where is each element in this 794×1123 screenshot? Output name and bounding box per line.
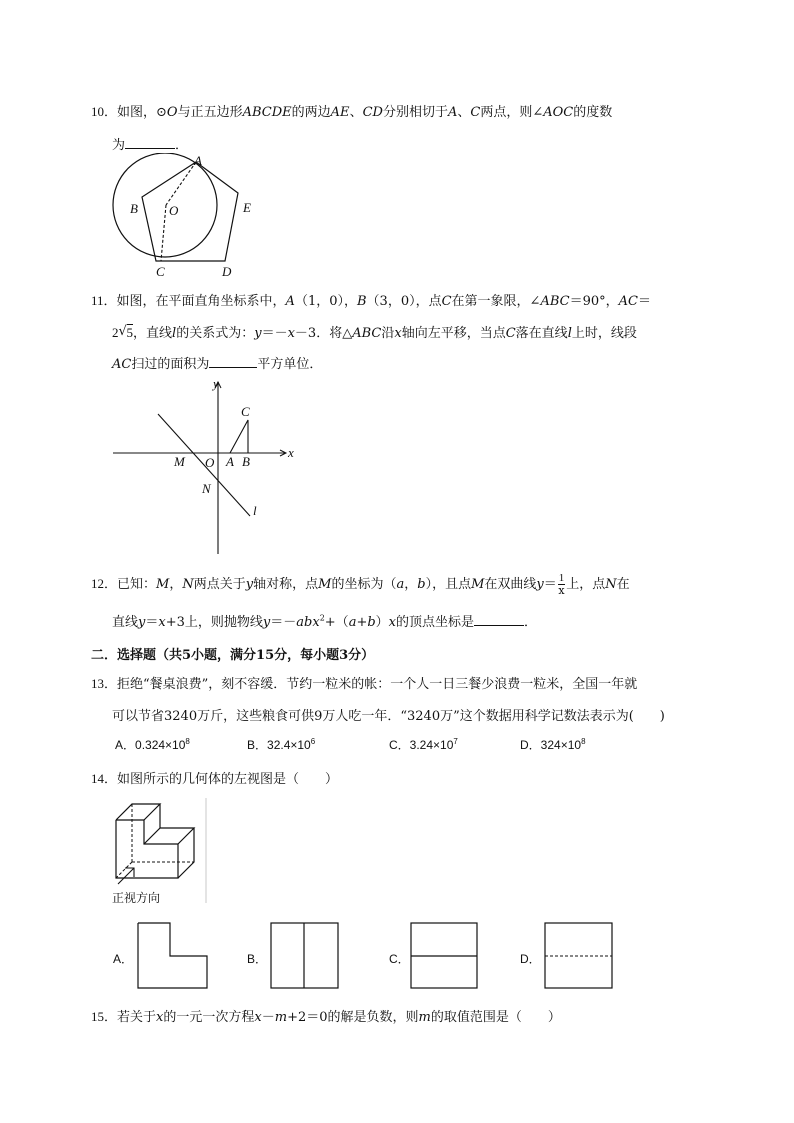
q15-line1: 15．若关于x的一元一次方程x－m+2＝0的解是负数，则m的取值范围是（ ） [91,1009,561,1025]
q11-figure [108,374,308,556]
answer-blank [125,138,175,149]
q14-option-d-figure[interactable] [544,922,614,990]
label-d: D [222,264,232,279]
label-c: C [156,264,165,279]
view-direction-caption: 正视方向 [112,891,161,905]
segment-oa [166,162,196,205]
q10-figure [108,153,278,281]
q14-line1: 14．如图所示的几何体的左视图是（ ） [91,771,339,787]
q14-option-b-figure[interactable] [270,922,340,990]
triangle-abc [230,420,248,453]
q11-line3: AC扫过的面积为 平方单位． [112,357,323,372]
q13-option-a[interactable]: A．$0.324\times 10^8$ [115,737,190,752]
label-o: O [169,203,179,218]
q12-line2: 直线y＝x+3上，则抛物线y＝－abx$^2$+（a+b）x的顶点坐标是 ． [112,613,538,630]
q11-line2: 2 √ 5，直线l的关系式为：y＝－x－3．将△ABC沿x轴向左平移，当点C落在直线l上时，线段 [112,324,637,341]
answer-blank [474,615,524,626]
label-y: y [213,376,219,391]
label-x: x [288,445,294,460]
q11-line1: 11．如图，在平面直角坐标系中，A（1，0），B（3，0），点C在第一象限，∠ABC＝90°，AC＝ [91,293,651,309]
q13-line1: 13．拒绝“餐桌浪费”，刻不容缓．节约一粒米的帐：一个人一日三餐少浪费一粒米，全国一年就 [91,676,638,692]
fraction-1-over-x: $\frac{1}{x}$ [558,572,565,597]
q13-option-c[interactable]: C．$3.24\times 10^7$ [389,737,458,752]
label-m: M [174,454,185,469]
circle-o [113,153,217,257]
label-b: B [130,201,138,216]
q13-option-b[interactable]: B．$32.4\times 10^6$ [247,737,316,752]
q13-line2: 可以节省3240万斤，这些粮食可供9万人吃一年．“3240万”这个数据用科学记数法表示为( ) [112,709,665,724]
answer-blank [209,357,257,368]
sqrt-5: √ 5 [118,324,133,340]
view-arrow [118,868,134,884]
q10-line2: 为 ． [112,138,189,153]
segment-oc [161,205,166,261]
q14-option-c-label[interactable]: C． [389,952,410,966]
label-l: l [253,503,257,518]
q14-option-b-label[interactable]: B． [247,952,268,966]
label-c: C [241,404,250,419]
q12-line1: 12．已知：M，N两点关于y轴对称，点M的坐标为（a，b），且点M在双曲线y＝ $\frac{1}{x}$ 上，点N在 [91,572,630,597]
label-b: B [242,454,250,469]
label-a: A [226,454,234,469]
line-l [158,414,250,516]
label-o: O [205,455,215,470]
q13-option-d[interactable]: D．$324\times 10^8$ [520,737,586,752]
q14-option-d-label[interactable]: D． [520,952,541,966]
pentagon [142,162,238,261]
label-n: N [202,481,211,496]
section-title: 二．选择题（共5小题，满分15分，每小题3分） [91,648,375,663]
q14-option-a-label[interactable]: A． [113,952,134,966]
label-e: E [243,200,251,215]
q14-option-a-figure[interactable] [137,922,209,990]
label-a: A [194,153,202,168]
q10-line1: 10．如图，⊙O与正五边形ABCDE的两边AE、CD分别相切于A、C两点，则∠AOC的度数 [91,104,613,120]
q14-option-c-figure[interactable] [410,922,480,990]
